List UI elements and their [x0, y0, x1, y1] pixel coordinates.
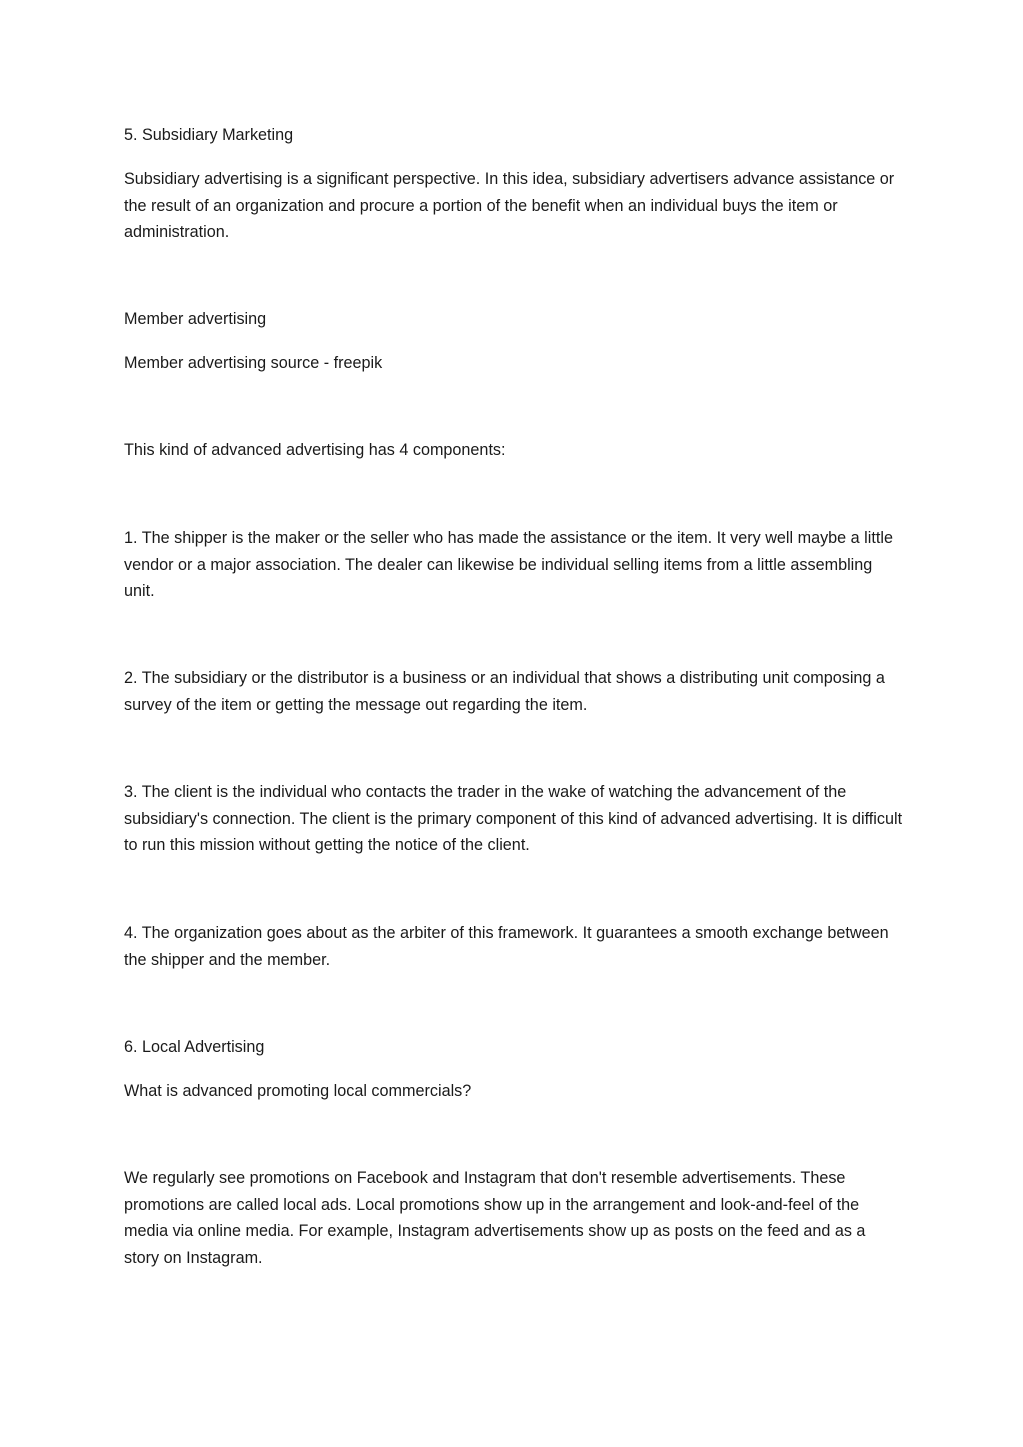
image-caption-title: Member advertising	[124, 310, 267, 328]
list-item-4: 4. The organization goes about as the arbiter of this framework. It guarantees a smooth exchange between the shipper and the member.	[124, 924, 889, 969]
heading-subsidiary-marketing: 5. Subsidiary Marketing	[124, 126, 294, 144]
list-item-1: 1. The shipper is the maker or the seller who has made the assistance or the item. It very well maybe a little vendor or a major association. The dealer can likewise be individual selling items from a little assembling unit.	[124, 529, 893, 601]
image-caption-source: Member advertising source - freepik	[124, 354, 383, 372]
paragraph-local-question: What is advanced promoting local commercials?	[124, 1082, 472, 1100]
paragraph-subsidiary-intro: Subsidiary advertising is a significant perspective. In this idea, subsidiary advertisers advance assistance or the result of an organization and procure a portion of the benefit when an individual buys the item or administration.	[124, 170, 895, 242]
heading-local-advertising: 6. Local Advertising	[124, 1038, 265, 1056]
paragraph-local-ads: We regularly see promotions on Facebook and Instagram that don't resemble advertisements. These promotions are called local ads. Local promotions show up in the arrangement and look-and-feel of the media via online media. For example, Instagram advertisements show up as posts on the feed and as a story on Instagram.	[124, 1169, 866, 1268]
list-item-3: 3. The client is the individual who contacts the trader in the wake of watching the advancement of the subsidiary's connection. The client is the primary component of this kind of advanced advertising. It is difficult to run this mission without getting the notice of the client.	[124, 783, 903, 855]
list-item-2: 2. The subsidiary or the distributor is a business or an individual that shows a distributing unit composing a survey of the item or getting the message out regarding the item.	[124, 669, 885, 714]
paragraph-components-intro: This kind of advanced advertising has 4 components:	[124, 441, 506, 459]
